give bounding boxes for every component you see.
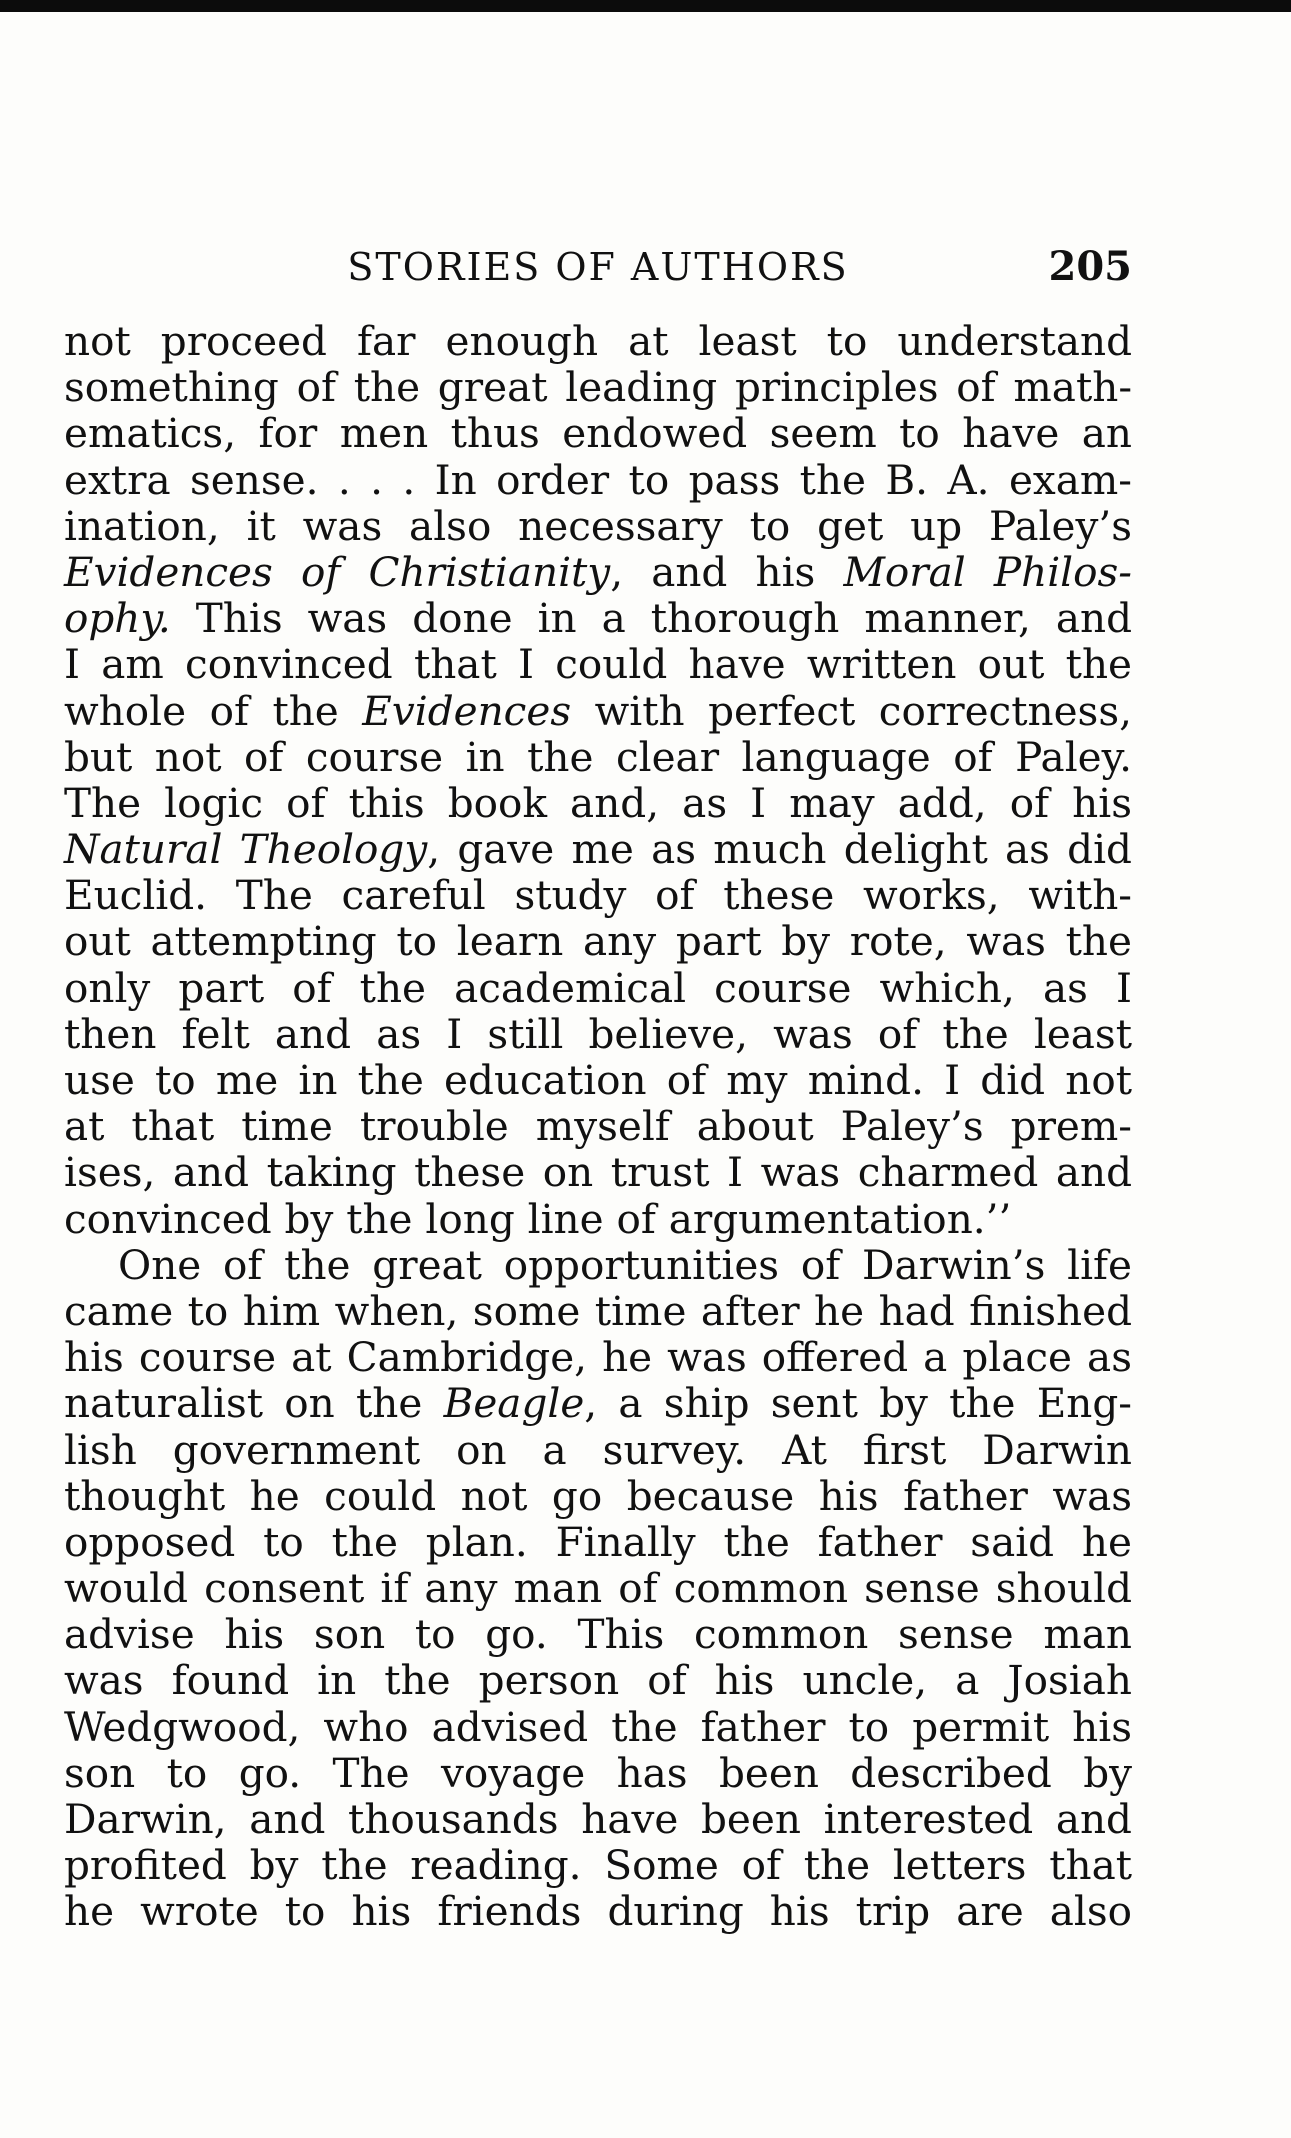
text-line: Wedgwood, who advised the father to permit his [64, 1702, 1132, 1751]
text-line: advise his son to go. This common sense man [64, 1610, 1132, 1659]
text-line: only part of the academical course which, as I [64, 963, 1132, 1012]
text-line: thought he could not go because his father was [64, 1471, 1132, 1520]
text-line: ises, and taking these on trust I was charmed and [64, 1148, 1132, 1197]
text-line: ophy. This was done in a thorough manner, and [64, 594, 1132, 643]
text-line: he wrote to his friends during his trip are also [64, 1887, 1132, 1936]
text-line: lish government on a survey. At first Darwin [64, 1425, 1132, 1474]
text-line: One of the great opportunities of Darwin’s life [118, 1240, 1132, 1289]
text-line: profited by the reading. Some of the letters that [64, 1841, 1132, 1890]
top-edge-rule [0, 0, 1291, 12]
running-head [64, 240, 1132, 294]
text-line: son to go. The voyage has been described by [64, 1748, 1132, 1797]
text-line: use to me in the education of my mind. I did not [64, 1056, 1132, 1104]
page-body-text [64, 318, 1132, 1935]
text-line: was found in the person of his uncle, a Josiah [64, 1656, 1132, 1705]
text-line: Darwin, and thousands have been interested and [64, 1795, 1132, 1843]
text-line: came to him when, some time after he had finished [64, 1286, 1132, 1335]
text-line: ematics, for men thus endowed seem to have an [64, 409, 1132, 458]
text-line: Natural Theology, gave me as much delight as did [64, 825, 1132, 874]
text-line: extra sense. . . . In order to pass the B. A. exam- [64, 455, 1132, 504]
running-title: STORIES OF AUTHORS [347, 245, 849, 289]
text-line: naturalist on the Beagle, a ship sent by the Eng- [64, 1379, 1132, 1428]
text-line: not proceed far enough at least to understand [64, 317, 1132, 365]
text-line: at that time trouble myself about Paley’s prem- [64, 1102, 1132, 1151]
text-line: then felt and as I still believe, was of the least [64, 1009, 1132, 1058]
text-line: out attempting to learn any part by rote, was the [64, 917, 1132, 966]
text-line: something of the great leading principles of math- [64, 363, 1132, 412]
text-line: convinced by the long line of argumentation.’’ [64, 1194, 1012, 1243]
text-line: whole of the Evidences with perfect correctness, [64, 686, 1132, 735]
text-line: Euclid. The careful study of these works, with- [64, 871, 1132, 920]
text-line: would consent if any man of common sense should [64, 1564, 1132, 1613]
page-number: 205 [1048, 243, 1132, 290]
text-line: but not of course in the clear language of Paley. [64, 732, 1132, 781]
text-line: ination, it was also necessary to get up Paley’s [64, 501, 1132, 550]
text-line: opposed to the plan. Finally the father said he [64, 1517, 1132, 1566]
text-line: his course at Cambridge, he was offered a place as [64, 1333, 1132, 1382]
text-line: I am convinced that I could have written out the [64, 640, 1132, 689]
text-line: The logic of this book and, as I may add, of his [64, 778, 1132, 827]
text-line: Evidences of Christianity, and his Moral Philos- [64, 547, 1132, 596]
